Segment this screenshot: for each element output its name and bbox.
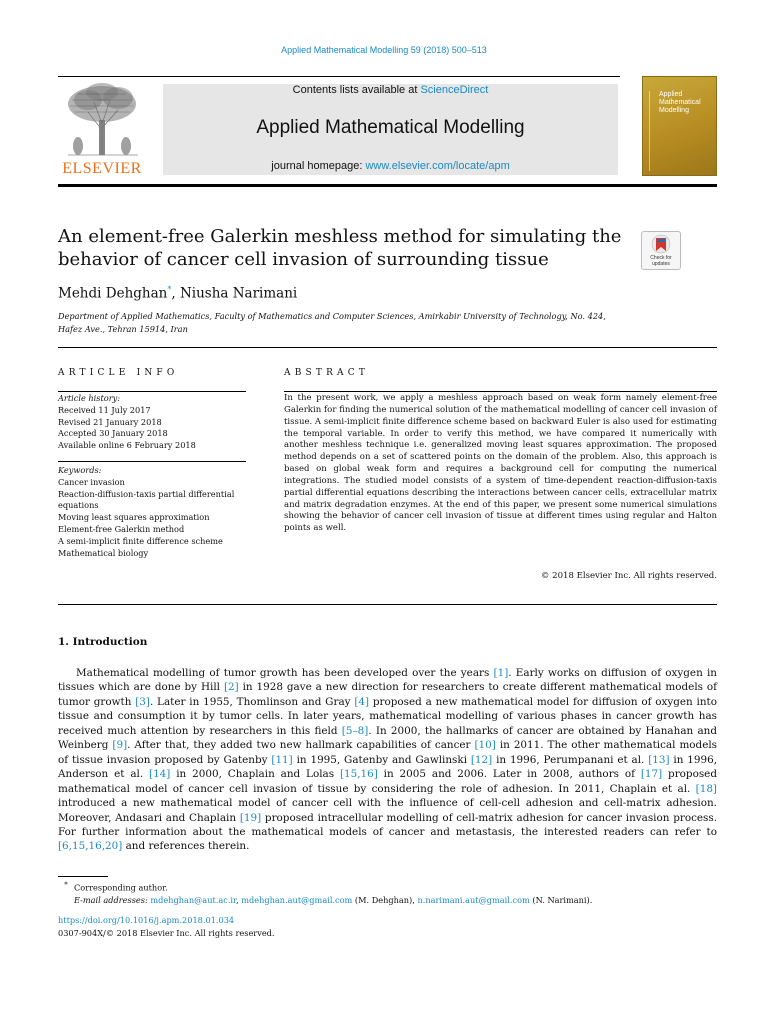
email-owner: (M. Dehghan),	[352, 895, 418, 906]
email-owner: (N. Narimani).	[529, 895, 593, 906]
paragraph-text: proposed a new mathematical model for diffusion of oxygen into tissue and consumption it by tumor cells. In later years, mathematical modelling of various phases in cancer growth has received much attention by researchers in this field	[58, 695, 717, 737]
issn-copyright: 0307-904X/© 2018 Elsevier Inc. All rights reserved.	[58, 927, 275, 938]
journal-homepage-link[interactable]: www.elsevier.com/locate/apm	[365, 160, 510, 172]
reference-link[interactable]: [10]	[474, 739, 496, 752]
divider	[58, 604, 717, 605]
section-heading-introduction: 1. Introduction	[58, 636, 148, 648]
history-accepted: Accepted 30 January 2018	[58, 428, 168, 439]
corresponding-author-marker[interactable]: *	[167, 285, 172, 294]
paper-title: An element-free Galerkin meshless method for simulating the behavior of cancer cell invasion of surrounding tissue	[58, 226, 622, 270]
reference-link[interactable]: [5–8]	[341, 724, 369, 737]
tree-logo-icon	[58, 80, 146, 158]
contents-prefix: Contents lists available at	[292, 84, 421, 96]
paragraph-text: . In 2000, the hallmarks of cancer are obtained by Hanahan and Weinberg	[58, 724, 717, 752]
email-link[interactable]: mdehghan@aut.ac.ir	[150, 895, 237, 906]
footnotes	[58, 879, 717, 907]
history-online: Available online 6 February 2018	[58, 440, 196, 451]
header-divider	[58, 184, 717, 187]
reference-link[interactable]: [9]	[112, 739, 128, 752]
footnote-marker: *	[64, 881, 68, 889]
abstract-heading: ABSTRACT	[284, 368, 370, 378]
history-received: Received 11 July 2017	[58, 404, 151, 415]
email-link[interactable]: mdehghan.aut@gmail.com	[241, 895, 353, 906]
reference-link[interactable]: [2]	[223, 681, 239, 694]
divider	[284, 391, 717, 392]
doi-link[interactable]: https://doi.org/10.1016/j.apm.2018.01.034	[58, 915, 235, 925]
paragraph-text: . Early works on diffusion of oxygen in tissues which are done by Hill	[58, 667, 717, 694]
reference-link[interactable]: [11]	[271, 753, 293, 766]
email-link[interactable]: n.narimani.aut@gmail.com	[417, 895, 530, 906]
check-for-updates-badge[interactable]	[641, 231, 681, 270]
paragraph-text: in 2000, Chaplain and Lolas	[170, 768, 340, 781]
keyword-item: Moving least squares approximation	[58, 512, 210, 523]
paragraph-text: in 1995, Gatenby and Gawlinski	[292, 753, 471, 766]
reference-link[interactable]: [18]	[695, 782, 717, 795]
abstract-copyright: © 2018 Elsevier Inc. All rights reserved.	[540, 571, 717, 581]
email-addresses	[58, 894, 717, 907]
keywords-label: Keywords:	[58, 465, 102, 475]
reference-link[interactable]: [12]	[470, 753, 493, 766]
paragraph-text: Mathematical modelling of tumor growth has been developed over the years	[76, 667, 494, 679]
affiliation: Department of Applied Mathematics, Faculty of Mathematics and Computer Sciences, Amirkabir University of Technology, No. 424, Hafez Ave., Tehran 15914, Iran	[58, 311, 606, 334]
journal-homepage-line	[163, 160, 618, 172]
paragraph-text: in 2011. The other mathematical models of tissue invasion proposed by Gatenby	[58, 739, 718, 766]
article-bottom-info	[58, 914, 717, 939]
corresponding-author-note	[58, 879, 717, 894]
introduction-body	[58, 666, 717, 854]
cover-title: Applied Mathematical Modelling	[659, 91, 701, 114]
paragraph-text: and references therein.	[122, 840, 250, 853]
author-name[interactable]: Mehdi Dehghan	[58, 285, 168, 302]
article-info-heading: ARTICLE INFO	[58, 368, 179, 378]
paragraph-text: in 1928 gave a new direction for researchers to create different mathematical models of tumor growth	[58, 681, 718, 708]
divider	[58, 391, 246, 392]
reference-link[interactable]: [3]	[135, 695, 150, 708]
paragraph-text: in 2005 and 2006. Later in 2008, authors of	[377, 768, 641, 781]
badge-label: Check for updates	[650, 255, 672, 267]
paragraph-text: in 1996, Anderson et al.	[58, 753, 717, 781]
elsevier-wordmark: ELSEVIER	[62, 160, 142, 177]
reference-link[interactable]: [4]	[354, 695, 370, 708]
paragraph-text: introduced a new mathematical model of cancer cell with the influence of cell-cell adhesion and cell-matrix adhesion. Moreover, Andasari and Chaplain	[58, 797, 717, 824]
article-history	[58, 393, 246, 452]
reference-link[interactable]: [19]	[239, 811, 262, 824]
paragraph-text: in 1996, Perumpanani et al.	[492, 753, 649, 766]
keyword-item: A semi-implicit finite difference scheme	[58, 535, 223, 546]
journal-cover-image[interactable]	[642, 76, 717, 176]
journal-title: Applied Mathematical Modelling	[256, 117, 525, 138]
author-separator: ,	[171, 285, 180, 302]
homepage-prefix: journal homepage:	[271, 160, 366, 172]
email-separator: ,	[236, 895, 242, 906]
history-label: Article history:	[58, 393, 120, 403]
footnote-divider	[58, 876, 108, 877]
paragraph-text: . After that, they added two new hallmark capabilities of cancer	[127, 739, 475, 752]
reference-link[interactable]: [17]	[640, 768, 663, 781]
keyword-item: Element-free Galerkin method	[58, 523, 185, 534]
journal-citation[interactable]: Applied Mathematical Modelling 59 (2018) 500–513	[281, 45, 487, 55]
journal-header-box	[163, 84, 618, 175]
author-name[interactable]: Niusha Narimani	[179, 285, 298, 302]
keyword-item: Cancer invasion	[58, 476, 125, 487]
sciencedirect-link[interactable]: ScienceDirect	[420, 84, 489, 96]
reference-link[interactable]: [1]	[493, 667, 509, 679]
top-divider	[58, 76, 620, 77]
reference-link[interactable]: [6,15,16,20]	[58, 840, 123, 853]
reference-link[interactable]: [14]	[149, 768, 171, 781]
cover-decoration	[649, 91, 658, 171]
paragraph-text: . Later in 1955, Thomlinson and Gray	[149, 695, 355, 708]
reference-link[interactable]: [15,16]	[339, 768, 378, 781]
author-list	[58, 285, 297, 302]
keyword-item: Reaction-diffusion-taxis partial differential equations	[58, 488, 235, 511]
abstract-text: In the present work, we apply a meshless approach based on weak form namely element-free Galerkin for finding the numerical solution of the mathematical modelling of cancer cell invasion of tissue. A semi-implicit finite difference scheme based on backward Euler is also used for estimating the temporal variable. In order to verify this method, we have compared it numerically with another meshless technique i.e. generalized moving least squares approximation. The proposed method depends on a set of scattered points on the domain of the problem. Also, this approach is based on global weak form and requires a background cell for computing the numerical integrations. The studied model consists of a system of time-dependent reaction-diffusion-taxis partial differential equations describing the interactions between cancer cells, extracellular matrix and matrix degradation enzymes. At the end of this paper, we present some numerical simulations showing the behavior of cancer cell invasion of tissue at different times using regular and Halton points as well.	[284, 393, 717, 534]
elsevier-logo[interactable]	[58, 80, 146, 180]
keyword-item: Mathematical biology	[58, 547, 149, 558]
introduction-paragraph	[58, 666, 717, 854]
divider	[58, 461, 246, 462]
paragraph-text: proposed intracellular modelling of cell-matrix adhesion for cancer invasion process. For further information about the mathematical models of cancer and metastasis, the interested readers can refer to	[58, 811, 718, 838]
reference-link[interactable]: [13]	[648, 753, 670, 766]
history-revised: Revised 21 January 2018	[58, 416, 162, 427]
email-label: E-mail addresses:	[74, 895, 148, 906]
contents-line	[163, 84, 618, 96]
corresponding-author-text: Corresponding author.	[74, 882, 168, 893]
paragraph-text: proposed mathematical model of cancer cell invasion of tissue by considering the role of adhesion. In 2011, Chaplain et al.	[58, 768, 717, 795]
divider	[58, 347, 717, 348]
keywords	[58, 465, 246, 559]
